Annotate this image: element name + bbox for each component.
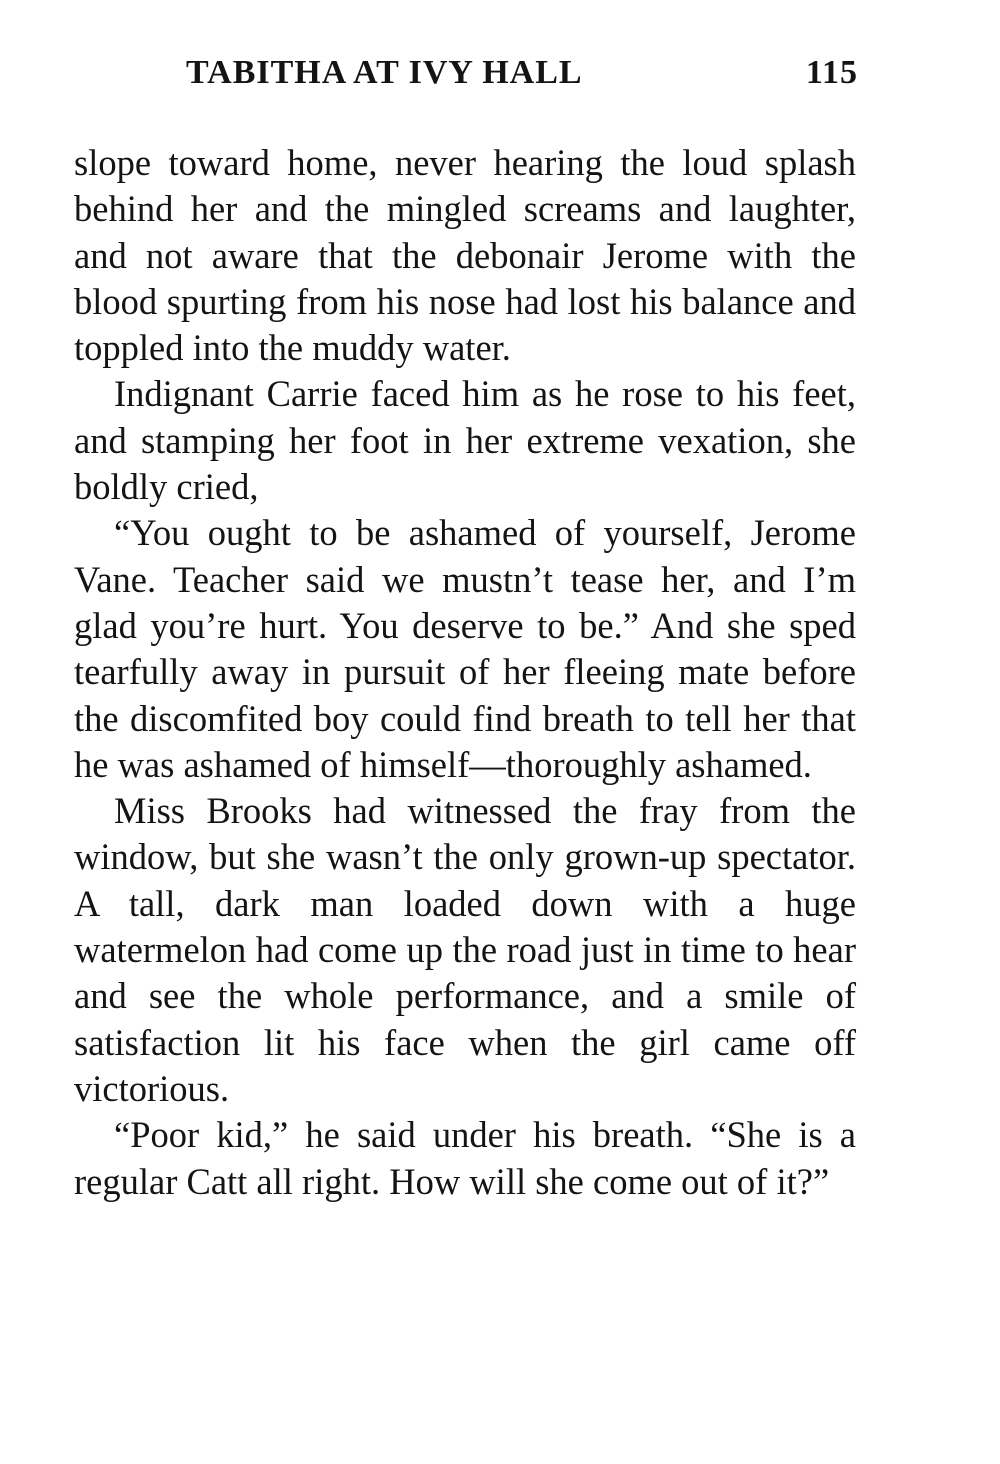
- paragraph-continued: slope toward home, never hearing the loud splash behind her and the mingled screams and laughter, and not aware that the debonair Jerome with the blood spurting from his nose had lost his balance and toppled into the muddy water.: [74, 142, 856, 369]
- paragraph: “You ought to be ashamed of yourself, Jerome Vane. Teacher said we mustn’t tease her, and I’m glad you’re hurt. You deserve to be.” And she sped tearfully away in pursuit of her fleeing mate before the discomfited boy could find breath to tell her that he was ashamed of himself—thoroughly ashamed.: [74, 512, 856, 785]
- body-text: [74, 140, 856, 1205]
- running-head: [186, 54, 858, 102]
- running-title: TABITHA AT IVY HALL: [186, 54, 583, 91]
- paragraph: “Poor kid,” he said under his breath. “She is a regular Catt all right. How will she come out of it?”: [74, 1114, 856, 1202]
- paragraph: Miss Brooks had witnessed the fray from the window, but she wasn’t the only grown-up spectator. A tall, dark man loaded down with a huge watermelon had come up the road just in time to hear and see the whole performance, and a smile of satisfaction lit his face when the girl came off victorious.: [74, 790, 856, 1109]
- page-number: 115: [805, 54, 858, 91]
- paragraph: Indignant Carrie faced him as he rose to his feet, and stamping her foot in her extreme vexation, she boldly cried,: [74, 373, 856, 508]
